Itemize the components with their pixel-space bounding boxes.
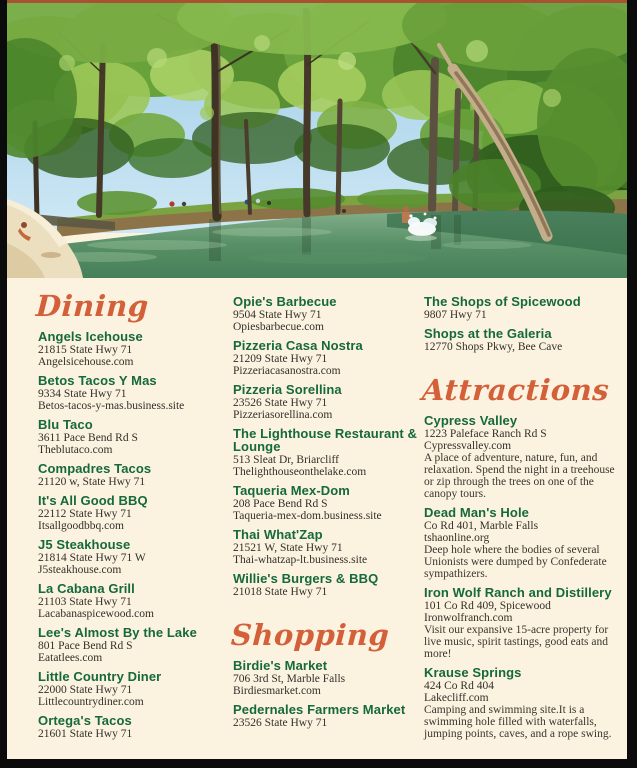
entry-name: Blu Taco [38, 417, 93, 432]
entry-website: Ironwolfranch.com [424, 612, 513, 624]
entry-website: Angelsicehouse.com [38, 356, 134, 368]
entry-website: Itsallgoodbbq.com [38, 520, 124, 532]
entry-address: 22112 State Hwy 71 [38, 508, 132, 520]
entry-name: Pizzeria Casa Nostra [233, 338, 363, 353]
entry-address: 23526 State Hwy 71 [233, 397, 328, 409]
directory-entry [233, 383, 419, 421]
entry-address: 1223 Paleface Ranch Rd S [424, 428, 547, 440]
entry-website: Pizzeriacasanostra.com [233, 365, 341, 377]
entry-name: J5 Steakhouse [38, 537, 131, 552]
directory-entry [233, 427, 419, 478]
entry-description: Visit our expansive 15-acre property for live music, spirit tastings, good eats and more! [424, 624, 609, 660]
entry-website: Lacabanaspicewood.com [38, 608, 154, 620]
entry-address: 21120 w, State Hwy 71 [38, 476, 146, 488]
directory-entry [38, 670, 228, 708]
entry-website: Theblutaco.com [38, 444, 113, 456]
directory-entry [38, 626, 228, 664]
entry-address: 21521 W, State Hwy 71 [233, 542, 343, 554]
entry-address: 23526 State Hwy 71 [233, 717, 328, 729]
brochure-page [7, 0, 627, 759]
entry-name: Krause Springs [424, 665, 522, 680]
entry-name: Thai What'Zap [233, 527, 323, 542]
entry-website: Lakecliff.com [424, 692, 489, 704]
entry-address: 21814 State Hwy 71 W [38, 552, 146, 564]
entry-description: Camping and swimming site.It is a swimming hole filled with waterfalls, jumping points, caves, and a rope swing. [424, 704, 612, 740]
directory-entry [38, 462, 228, 488]
directory-entry [424, 414, 622, 500]
entry-address: 3611 Pace Bend Rd S [38, 432, 138, 444]
directory-entry [233, 572, 419, 598]
entry-name: Shops at the Galeria [424, 326, 552, 341]
entry-name: Birdie's Market [233, 658, 328, 673]
entry-address: 21103 State Hwy 71 [38, 596, 132, 608]
entry-name: The Lighthouse Restaurant & Lounge [233, 426, 417, 454]
entry-website: Birdiesmarket.com [233, 685, 321, 697]
entry-website: Taqueria-mex-dom.business.site [233, 510, 382, 522]
column-dining-shopping [230, 294, 419, 735]
entry-website: tshaonline.org [424, 532, 490, 544]
entry-name: It's All Good BBQ [38, 493, 148, 508]
entry-name: Compadres Tacos [38, 461, 152, 476]
entry-name: Little Country Diner [38, 669, 162, 684]
entry-name: Pedernales Farmers Market [233, 702, 406, 717]
directory-entry [233, 528, 419, 566]
swimming-hole-illustration [7, 3, 627, 278]
entry-address: 801 Pace Bend Rd S [38, 640, 133, 652]
directory-entry [233, 339, 419, 377]
entry-address: 101 Co Rd 409, Spicewood [424, 600, 551, 612]
directory-entry [424, 295, 622, 321]
directory-entry [38, 374, 228, 412]
entry-address: 9334 State Hwy 71 [38, 388, 127, 400]
entry-description: Deep hole where the bodies of several Unionists were dumped by Confederate sympathizers. [424, 544, 607, 580]
entry-website: J5steakhouse.com [38, 564, 122, 576]
entry-address: 424 Co Rd 404 [424, 680, 494, 692]
entry-website: Cypressvalley.com [424, 440, 512, 452]
column-dining [35, 289, 228, 746]
directory-entry [233, 484, 419, 522]
entry-name: Opie's Barbecue [233, 294, 337, 309]
entry-name: Betos Tacos Y Mas [38, 373, 157, 388]
entry-name: Willie's Burgers & BBQ [233, 571, 379, 586]
entry-address: 208 Pace Bend Rd S [233, 498, 328, 510]
directory-entry [424, 327, 622, 353]
entry-address: 21018 State Hwy 71 [233, 586, 328, 598]
entry-address: 513 Sleat Dr, Briarcliff [233, 454, 339, 466]
entry-address: 21209 State Hwy 71 [233, 353, 328, 365]
entry-name: Ortega's Tacos [38, 713, 132, 728]
entry-name: Cypress Valley [424, 413, 518, 428]
directory-entry [424, 506, 622, 580]
entry-website: Pizzeriasorellina.com [233, 409, 333, 421]
entry-address: 21601 State Hwy 71 [38, 728, 133, 740]
entry-website: Eatatlees.com [38, 652, 103, 664]
section-heading-attractions: Attractions [421, 373, 611, 407]
hero-photo [7, 3, 627, 278]
directory-entry [233, 703, 419, 729]
entry-address: 9807 Hwy 71 [424, 309, 487, 321]
entry-address: 21815 State Hwy 71 [38, 344, 133, 356]
directory-entry [424, 666, 622, 740]
entry-website: Thai-whatzap-lt.business.site [233, 554, 368, 566]
entry-address: Co Rd 401, Marble Falls [424, 520, 539, 532]
entry-name: Angels Icehouse [38, 329, 143, 344]
directory-entry [38, 330, 228, 368]
entry-name: La Cabana Grill [38, 581, 135, 596]
entry-address: 12770 Shops Pkwy, Bee Cave [424, 341, 563, 353]
entry-website: Opiesbarbecue.com [233, 321, 325, 333]
section-heading-dining: Dining [35, 289, 150, 323]
column-shopping-attractions [421, 294, 622, 746]
entry-address: 22000 State Hwy 71 [38, 684, 133, 696]
entry-address: 706 3rd St, Marble Falls [233, 673, 346, 685]
entry-website: Thelighthouseonthelake.com [233, 466, 367, 478]
directory-entry [38, 538, 228, 576]
directory-entry [38, 494, 228, 532]
directory-entry [233, 295, 419, 333]
directory-entry [424, 586, 622, 660]
entry-name: Pizzeria Sorellina [233, 382, 342, 397]
directory-entry [233, 659, 419, 697]
entry-website: Betos-tacos-y-mas.business.site [38, 400, 185, 412]
entry-website: Littlecountrydiner.com [38, 696, 144, 708]
entry-address: 9504 State Hwy 71 [233, 309, 322, 321]
entry-description: A place of adventure, nature, fun, and relaxation. Spend the night in a treehouse or zip through the trees on one of the canopy tours. [424, 452, 615, 500]
directory-entry [38, 418, 228, 456]
entry-name: Iron Wolf Ranch and Distillery [424, 585, 612, 600]
section-heading-shopping: Shopping [230, 618, 391, 652]
directory-entry [38, 714, 228, 740]
entry-name: Dead Man's Hole [424, 505, 530, 520]
directory-entry [38, 582, 228, 620]
entry-name: Taqueria Mex-Dom [233, 483, 350, 498]
entry-name: Lee's Almost By the Lake [38, 625, 197, 640]
entry-name: The Shops of Spicewood [424, 294, 581, 309]
